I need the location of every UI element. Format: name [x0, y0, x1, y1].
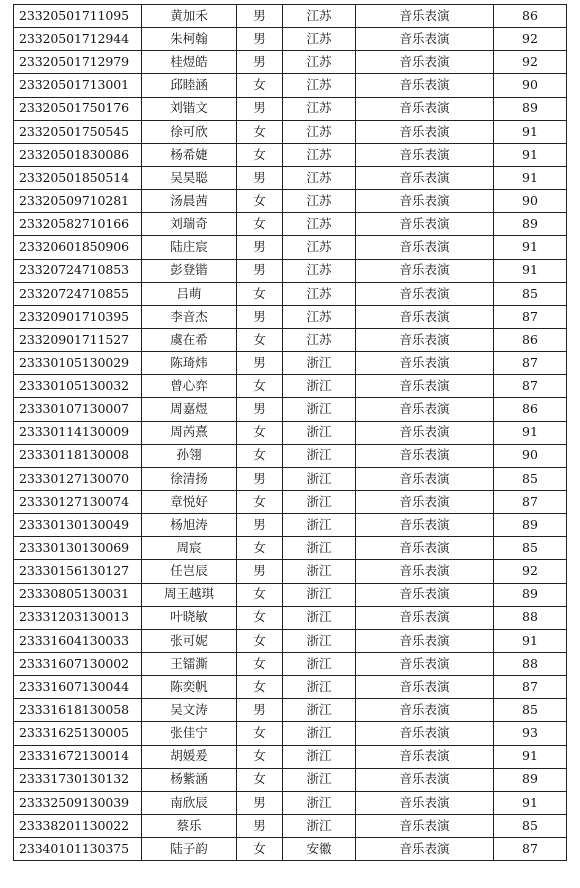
province-cell: 浙江 — [283, 560, 356, 583]
province-cell: 浙江 — [283, 768, 356, 791]
student-name-cell: 陈奕帆 — [142, 676, 237, 699]
candidate-id-cell: 23331607130002 — [14, 652, 142, 675]
score-cell: 85 — [494, 282, 567, 305]
candidate-id-cell: 23340101130375 — [14, 838, 142, 861]
gender-cell: 男 — [237, 28, 283, 51]
candidate-id-cell: 23320582710166 — [14, 213, 142, 236]
table-row — [14, 375, 567, 398]
table-row — [14, 28, 567, 51]
province-cell: 江苏 — [283, 213, 356, 236]
major-cell: 音乐表演 — [356, 28, 494, 51]
table-row — [14, 398, 567, 421]
table-row — [14, 745, 567, 768]
major-cell: 音乐表演 — [356, 190, 494, 213]
gender-cell: 男 — [237, 791, 283, 814]
score-cell: 89 — [494, 583, 567, 606]
table-row — [14, 120, 567, 143]
score-cell: 91 — [494, 421, 567, 444]
gender-cell: 女 — [237, 375, 283, 398]
gender-cell: 男 — [237, 97, 283, 120]
province-cell: 安徽 — [283, 838, 356, 861]
student-name-cell: 刘锴文 — [142, 97, 237, 120]
major-cell: 音乐表演 — [356, 814, 494, 837]
province-cell: 浙江 — [283, 421, 356, 444]
major-cell: 音乐表演 — [356, 606, 494, 629]
score-cell: 85 — [494, 467, 567, 490]
gender-cell: 女 — [237, 629, 283, 652]
table-row — [14, 514, 567, 537]
student-name-cell: 彭登锴 — [142, 259, 237, 282]
score-cell: 89 — [494, 768, 567, 791]
score-cell: 85 — [494, 814, 567, 837]
province-cell: 江苏 — [283, 236, 356, 259]
candidate-id-cell: 23331618130058 — [14, 699, 142, 722]
table-row — [14, 490, 567, 513]
table-body — [14, 5, 567, 861]
candidate-id-cell: 23320501750545 — [14, 120, 142, 143]
score-cell: 91 — [494, 143, 567, 166]
student-name-cell: 周嘉煜 — [142, 398, 237, 421]
gender-cell: 男 — [237, 259, 283, 282]
province-cell: 浙江 — [283, 629, 356, 652]
table-row — [14, 190, 567, 213]
score-cell: 86 — [494, 328, 567, 351]
score-cell: 91 — [494, 259, 567, 282]
major-cell: 音乐表演 — [356, 583, 494, 606]
gender-cell: 男 — [237, 5, 283, 28]
score-cell: 91 — [494, 791, 567, 814]
province-cell: 江苏 — [283, 259, 356, 282]
student-name-cell: 邱睦涵 — [142, 74, 237, 97]
student-name-cell: 朱柯翰 — [142, 28, 237, 51]
province-cell: 江苏 — [283, 305, 356, 328]
candidate-id-cell: 23330105130032 — [14, 375, 142, 398]
province-cell: 江苏 — [283, 190, 356, 213]
candidate-id-cell: 23331672130014 — [14, 745, 142, 768]
gender-cell: 男 — [237, 51, 283, 74]
table-row — [14, 5, 567, 28]
major-cell: 音乐表演 — [356, 652, 494, 675]
score-cell: 90 — [494, 74, 567, 97]
candidate-id-cell: 23330118130008 — [14, 444, 142, 467]
major-cell: 音乐表演 — [356, 699, 494, 722]
table-row — [14, 282, 567, 305]
province-cell: 浙江 — [283, 514, 356, 537]
candidate-id-cell: 23320501712944 — [14, 28, 142, 51]
score-cell: 91 — [494, 745, 567, 768]
student-name-cell: 杨旭涛 — [142, 514, 237, 537]
major-cell: 音乐表演 — [356, 352, 494, 375]
score-cell: 85 — [494, 537, 567, 560]
province-cell: 江苏 — [283, 328, 356, 351]
score-cell: 91 — [494, 120, 567, 143]
province-cell: 江苏 — [283, 28, 356, 51]
gender-cell: 男 — [237, 352, 283, 375]
score-cell: 87 — [494, 676, 567, 699]
student-name-cell: 曾心弈 — [142, 375, 237, 398]
score-cell: 87 — [494, 375, 567, 398]
major-cell: 音乐表演 — [356, 74, 494, 97]
table-row — [14, 583, 567, 606]
province-cell: 浙江 — [283, 676, 356, 699]
score-cell: 93 — [494, 722, 567, 745]
score-cell: 85 — [494, 699, 567, 722]
table-row — [14, 259, 567, 282]
candidate-id-cell: 23320901710395 — [14, 305, 142, 328]
gender-cell: 男 — [237, 514, 283, 537]
table-row — [14, 166, 567, 189]
score-cell: 89 — [494, 514, 567, 537]
candidate-id-cell: 23332509130039 — [14, 791, 142, 814]
gender-cell: 女 — [237, 282, 283, 305]
score-cell: 86 — [494, 398, 567, 421]
major-cell: 音乐表演 — [356, 745, 494, 768]
province-cell: 浙江 — [283, 467, 356, 490]
major-cell: 音乐表演 — [356, 838, 494, 861]
province-cell: 江苏 — [283, 143, 356, 166]
gender-cell: 男 — [237, 398, 283, 421]
candidate-id-cell: 23320501850514 — [14, 166, 142, 189]
table-row — [14, 51, 567, 74]
candidate-id-cell: 23320501711095 — [14, 5, 142, 28]
major-cell: 音乐表演 — [356, 490, 494, 513]
gender-cell: 女 — [237, 838, 283, 861]
major-cell: 音乐表演 — [356, 676, 494, 699]
score-cell: 87 — [494, 305, 567, 328]
table-row — [14, 537, 567, 560]
student-name-cell: 徐可欣 — [142, 120, 237, 143]
student-name-cell: 李音杰 — [142, 305, 237, 328]
gender-cell: 女 — [237, 74, 283, 97]
table-row — [14, 213, 567, 236]
major-cell: 音乐表演 — [356, 282, 494, 305]
candidate-id-cell: 23330156130127 — [14, 560, 142, 583]
candidate-id-cell: 23330114130009 — [14, 421, 142, 444]
table-row — [14, 444, 567, 467]
major-cell: 音乐表演 — [356, 166, 494, 189]
table-row — [14, 606, 567, 629]
student-name-cell: 张佳宁 — [142, 722, 237, 745]
major-cell: 音乐表演 — [356, 259, 494, 282]
candidate-id-cell: 23330107130007 — [14, 398, 142, 421]
table-row — [14, 699, 567, 722]
table-row — [14, 97, 567, 120]
score-cell: 90 — [494, 444, 567, 467]
province-cell: 浙江 — [283, 606, 356, 629]
candidate-id-cell: 23320601850906 — [14, 236, 142, 259]
candidate-id-cell: 23330130130049 — [14, 514, 142, 537]
major-cell: 音乐表演 — [356, 97, 494, 120]
candidate-id-cell: 23330127130074 — [14, 490, 142, 513]
table-row — [14, 467, 567, 490]
province-cell: 江苏 — [283, 120, 356, 143]
candidate-id-cell: 23320501750176 — [14, 97, 142, 120]
candidate-id-cell: 23320501713001 — [14, 74, 142, 97]
candidate-id-cell: 23320509710281 — [14, 190, 142, 213]
student-name-cell: 周王越琪 — [142, 583, 237, 606]
candidate-id-cell: 23330127130070 — [14, 467, 142, 490]
table-row — [14, 791, 567, 814]
student-name-cell: 陆子韵 — [142, 838, 237, 861]
table-row — [14, 352, 567, 375]
major-cell: 音乐表演 — [356, 213, 494, 236]
province-cell: 浙江 — [283, 537, 356, 560]
gender-cell: 女 — [237, 768, 283, 791]
score-cell: 87 — [494, 838, 567, 861]
table-row — [14, 629, 567, 652]
student-name-cell: 王镭澌 — [142, 652, 237, 675]
province-cell: 江苏 — [283, 97, 356, 120]
student-name-cell: 周宸 — [142, 537, 237, 560]
candidate-id-cell: 23320501830086 — [14, 143, 142, 166]
candidate-id-cell: 23330805130031 — [14, 583, 142, 606]
province-cell: 浙江 — [283, 814, 356, 837]
student-name-cell: 杨紫涵 — [142, 768, 237, 791]
gender-cell: 男 — [237, 236, 283, 259]
province-cell: 浙江 — [283, 398, 356, 421]
gender-cell: 男 — [237, 814, 283, 837]
score-cell: 88 — [494, 652, 567, 675]
major-cell: 音乐表演 — [356, 305, 494, 328]
score-cell: 87 — [494, 490, 567, 513]
table-row — [14, 838, 567, 861]
student-name-cell: 胡媛爰 — [142, 745, 237, 768]
gender-cell: 女 — [237, 537, 283, 560]
student-name-cell: 吕萌 — [142, 282, 237, 305]
score-cell: 86 — [494, 5, 567, 28]
gender-cell: 女 — [237, 722, 283, 745]
gender-cell: 女 — [237, 213, 283, 236]
student-name-cell: 张可妮 — [142, 629, 237, 652]
student-name-cell: 虞在希 — [142, 328, 237, 351]
major-cell: 音乐表演 — [356, 51, 494, 74]
gender-cell: 女 — [237, 328, 283, 351]
student-name-cell: 任岂辰 — [142, 560, 237, 583]
province-cell: 江苏 — [283, 51, 356, 74]
table-row — [14, 143, 567, 166]
candidate-id-cell: 23331203130013 — [14, 606, 142, 629]
gender-cell: 女 — [237, 676, 283, 699]
province-cell: 浙江 — [283, 791, 356, 814]
province-cell: 浙江 — [283, 490, 356, 513]
province-cell: 江苏 — [283, 5, 356, 28]
student-name-cell: 吴昊聪 — [142, 166, 237, 189]
table-row — [14, 421, 567, 444]
table-row — [14, 814, 567, 837]
major-cell: 音乐表演 — [356, 236, 494, 259]
gender-cell: 女 — [237, 745, 283, 768]
candidate-id-cell: 23320724710855 — [14, 282, 142, 305]
candidate-id-cell: 23338201130022 — [14, 814, 142, 837]
student-name-cell: 章悦好 — [142, 490, 237, 513]
major-cell: 音乐表演 — [356, 514, 494, 537]
student-name-cell: 叶晓敏 — [142, 606, 237, 629]
major-cell: 音乐表演 — [356, 560, 494, 583]
province-cell: 江苏 — [283, 282, 356, 305]
student-name-cell: 陆庄宸 — [142, 236, 237, 259]
candidate-id-cell: 23320724710853 — [14, 259, 142, 282]
student-name-cell: 桂煜皓 — [142, 51, 237, 74]
gender-cell: 女 — [237, 120, 283, 143]
student-name-cell: 陈琦炜 — [142, 352, 237, 375]
province-cell: 浙江 — [283, 745, 356, 768]
student-name-cell: 蔡乐 — [142, 814, 237, 837]
major-cell: 音乐表演 — [356, 375, 494, 398]
gender-cell: 男 — [237, 699, 283, 722]
score-cell: 91 — [494, 166, 567, 189]
province-cell: 浙江 — [283, 652, 356, 675]
table-row — [14, 652, 567, 675]
student-name-cell: 徐清扬 — [142, 467, 237, 490]
province-cell: 浙江 — [283, 375, 356, 398]
gender-cell: 男 — [237, 166, 283, 189]
score-cell: 87 — [494, 352, 567, 375]
student-name-cell: 孙翎 — [142, 444, 237, 467]
province-cell: 浙江 — [283, 722, 356, 745]
major-cell: 音乐表演 — [356, 537, 494, 560]
major-cell: 音乐表演 — [356, 722, 494, 745]
student-name-cell: 南欣辰 — [142, 791, 237, 814]
gender-cell: 女 — [237, 143, 283, 166]
candidate-id-cell: 23320901711527 — [14, 328, 142, 351]
score-cell: 90 — [494, 190, 567, 213]
admission-score-table — [13, 4, 567, 861]
score-cell: 92 — [494, 28, 567, 51]
major-cell: 音乐表演 — [356, 467, 494, 490]
major-cell: 音乐表演 — [356, 143, 494, 166]
score-cell: 92 — [494, 560, 567, 583]
student-name-cell: 吴文涛 — [142, 699, 237, 722]
major-cell: 音乐表演 — [356, 120, 494, 143]
major-cell: 音乐表演 — [356, 398, 494, 421]
gender-cell: 女 — [237, 606, 283, 629]
student-name-cell: 黄加禾 — [142, 5, 237, 28]
gender-cell: 男 — [237, 305, 283, 328]
student-name-cell: 汤晨茜 — [142, 190, 237, 213]
score-cell: 89 — [494, 97, 567, 120]
table-row — [14, 328, 567, 351]
score-cell: 88 — [494, 606, 567, 629]
score-cell: 92 — [494, 51, 567, 74]
major-cell: 音乐表演 — [356, 328, 494, 351]
gender-cell: 女 — [237, 190, 283, 213]
score-cell: 91 — [494, 629, 567, 652]
gender-cell: 男 — [237, 467, 283, 490]
table-row — [14, 768, 567, 791]
candidate-id-cell: 23331604130033 — [14, 629, 142, 652]
table-row — [14, 236, 567, 259]
table-row — [14, 676, 567, 699]
province-cell: 江苏 — [283, 74, 356, 97]
province-cell: 浙江 — [283, 699, 356, 722]
major-cell: 音乐表演 — [356, 791, 494, 814]
score-cell: 89 — [494, 213, 567, 236]
candidate-id-cell: 23331625130005 — [14, 722, 142, 745]
gender-cell: 女 — [237, 583, 283, 606]
province-cell: 江苏 — [283, 166, 356, 189]
gender-cell: 男 — [237, 560, 283, 583]
gender-cell: 女 — [237, 652, 283, 675]
province-cell: 浙江 — [283, 444, 356, 467]
student-name-cell: 杨希婕 — [142, 143, 237, 166]
major-cell: 音乐表演 — [356, 768, 494, 791]
gender-cell: 女 — [237, 421, 283, 444]
major-cell: 音乐表演 — [356, 444, 494, 467]
province-cell: 浙江 — [283, 583, 356, 606]
table-row — [14, 560, 567, 583]
table-row — [14, 74, 567, 97]
student-name-cell: 刘瑞奇 — [142, 213, 237, 236]
candidate-id-cell: 23330130130069 — [14, 537, 142, 560]
score-cell: 91 — [494, 236, 567, 259]
table-row — [14, 722, 567, 745]
candidate-id-cell: 23330105130029 — [14, 352, 142, 375]
major-cell: 音乐表演 — [356, 629, 494, 652]
candidate-id-cell: 23331607130044 — [14, 676, 142, 699]
candidate-id-cell: 23320501712979 — [14, 51, 142, 74]
province-cell: 浙江 — [283, 352, 356, 375]
candidate-id-cell: 23331730130132 — [14, 768, 142, 791]
table-row — [14, 305, 567, 328]
gender-cell: 女 — [237, 490, 283, 513]
major-cell: 音乐表演 — [356, 421, 494, 444]
student-name-cell: 周芮熹 — [142, 421, 237, 444]
gender-cell: 女 — [237, 444, 283, 467]
major-cell: 音乐表演 — [356, 5, 494, 28]
